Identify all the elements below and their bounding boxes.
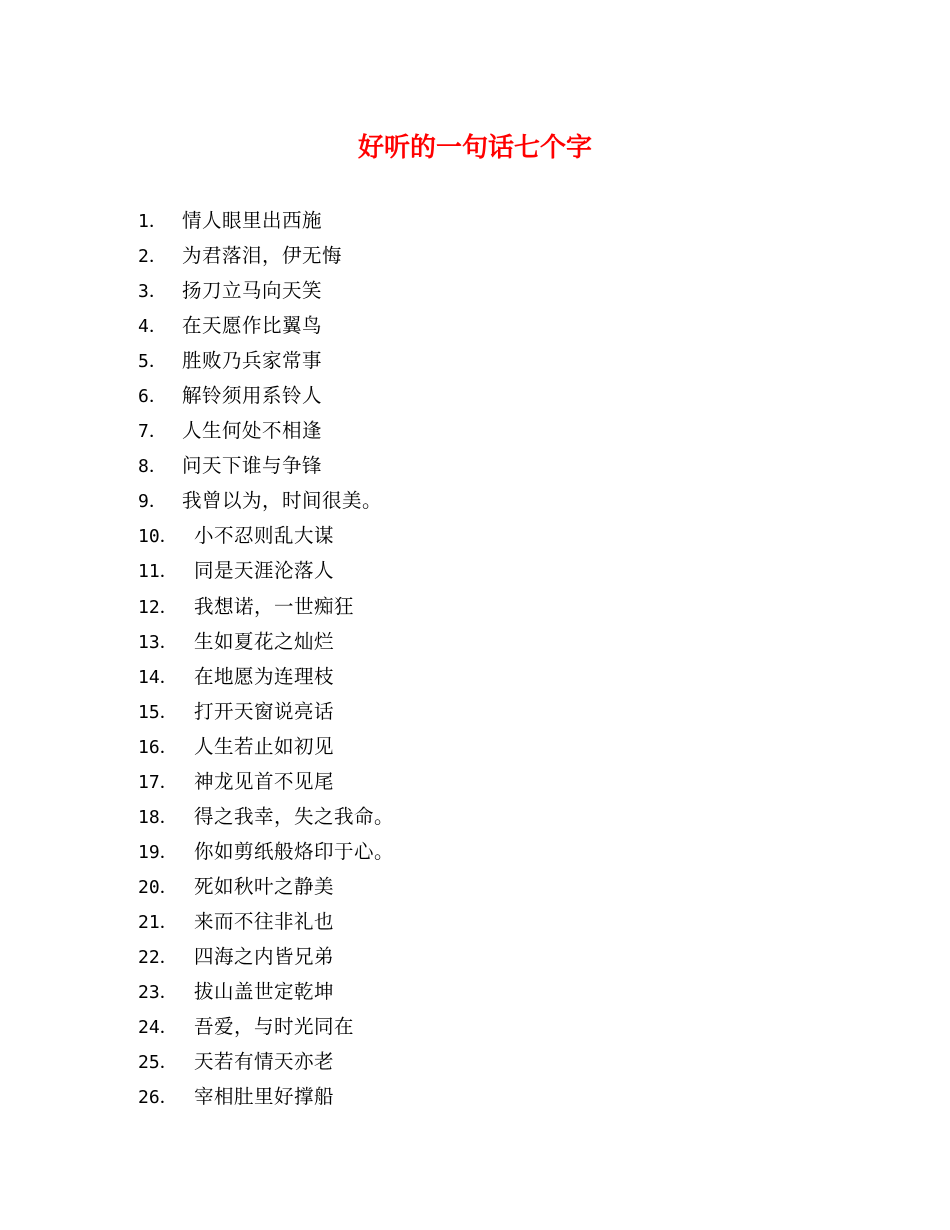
item-text: 胜败乃兵家常事: [182, 349, 323, 373]
item-text: 情人眼里出西施: [182, 209, 323, 232]
item-number: 14．: [138, 666, 178, 688]
list-item: [138, 413, 394, 448]
item-text: 你如剪纸般烙印于心。: [194, 839, 395, 863]
item-text: 同是天涯沦落人: [194, 559, 335, 583]
list-item: [138, 974, 394, 1009]
item-text: 神龙见首不见尾: [194, 769, 335, 793]
list-item: [138, 238, 394, 273]
item-number: 21．: [138, 911, 178, 933]
item-number: 1．: [138, 211, 167, 232]
item-number: 9．: [138, 491, 167, 513]
item-text: 来而不往非礼也: [194, 909, 335, 933]
item-text: 小不忍则乱大谋: [194, 524, 335, 548]
item-number: 16．: [138, 736, 178, 758]
item-text: 在天愿作比翼鸟: [182, 314, 323, 338]
list-item: [138, 764, 394, 799]
item-text: 为君落泪，伊无悔: [182, 244, 343, 268]
item-number: 17．: [138, 771, 178, 793]
item-number: 22．: [138, 946, 178, 968]
item-text: 生如夏花之灿烂: [194, 629, 335, 653]
list-item: [138, 378, 394, 413]
list-item: [138, 518, 394, 553]
item-number: 24．: [138, 1017, 178, 1039]
item-number: 4．: [138, 316, 167, 338]
item-text: 宰相肚里好撑船: [194, 1085, 335, 1109]
item-number: 12．: [138, 596, 178, 618]
item-number: 5．: [138, 351, 167, 373]
list-item: [138, 308, 394, 343]
item-number: 3．: [138, 281, 167, 303]
item-number: 23．: [138, 982, 178, 1004]
item-text: 得之我幸，失之我命。: [194, 804, 395, 828]
item-number: 13．: [138, 631, 178, 653]
item-number: 18．: [138, 806, 178, 828]
list-item: [138, 483, 394, 518]
item-text: 人生若止如初见: [194, 734, 335, 758]
list-item: [138, 1009, 394, 1044]
item-text: 扬刀立马向天笑: [182, 279, 323, 303]
list-item: [138, 343, 394, 378]
list-item: [138, 589, 394, 624]
item-number: 6．: [138, 386, 167, 408]
item-number: 25．: [138, 1052, 178, 1074]
item-number: 2．: [138, 246, 167, 268]
item-text: 拔山盖世定乾坤: [194, 980, 335, 1004]
item-number: 26．: [138, 1087, 178, 1109]
list-item: [138, 869, 394, 904]
list-item: [138, 729, 394, 764]
item-text: 问天下谁与争锋: [182, 454, 323, 478]
list-item: [138, 939, 394, 974]
document-title: 好听的一句话七个字: [357, 133, 592, 163]
list-item: [138, 203, 394, 238]
list-item: [138, 1079, 394, 1114]
item-text: 打开天窗说亮话: [194, 699, 335, 723]
item-text: 天若有情天亦老: [194, 1050, 335, 1074]
item-number: 7．: [138, 421, 167, 443]
list-item: [138, 624, 394, 659]
item-text: 我想诺，一世痴狂: [194, 594, 355, 618]
item-text: 我曾以为，时间很美。: [182, 489, 383, 513]
list-item: [138, 1044, 394, 1079]
item-text: 人生何处不相逢: [182, 419, 323, 443]
list-item: [138, 904, 394, 939]
item-number: 10．: [138, 526, 178, 548]
item-number: 19．: [138, 841, 178, 863]
list-item: [138, 659, 394, 694]
item-number: 8．: [138, 456, 167, 478]
item-number: 15．: [138, 701, 178, 723]
list-item: [138, 799, 394, 834]
phrase-list: [138, 203, 394, 1114]
list-item: [138, 834, 394, 869]
item-text: 四海之内皆兄弟: [194, 944, 335, 968]
list-item: [138, 553, 394, 588]
list-item: [138, 694, 394, 729]
item-text: 在地愿为连理枝: [194, 664, 335, 688]
item-text: 吾爱，与时光同在: [194, 1015, 355, 1039]
item-number: 11．: [138, 561, 178, 583]
item-number: 20．: [138, 876, 178, 898]
item-text: 死如秋叶之静美: [194, 874, 335, 898]
item-text: 解铃须用系铃人: [182, 384, 323, 408]
list-item: [138, 273, 394, 308]
list-item: [138, 448, 394, 483]
